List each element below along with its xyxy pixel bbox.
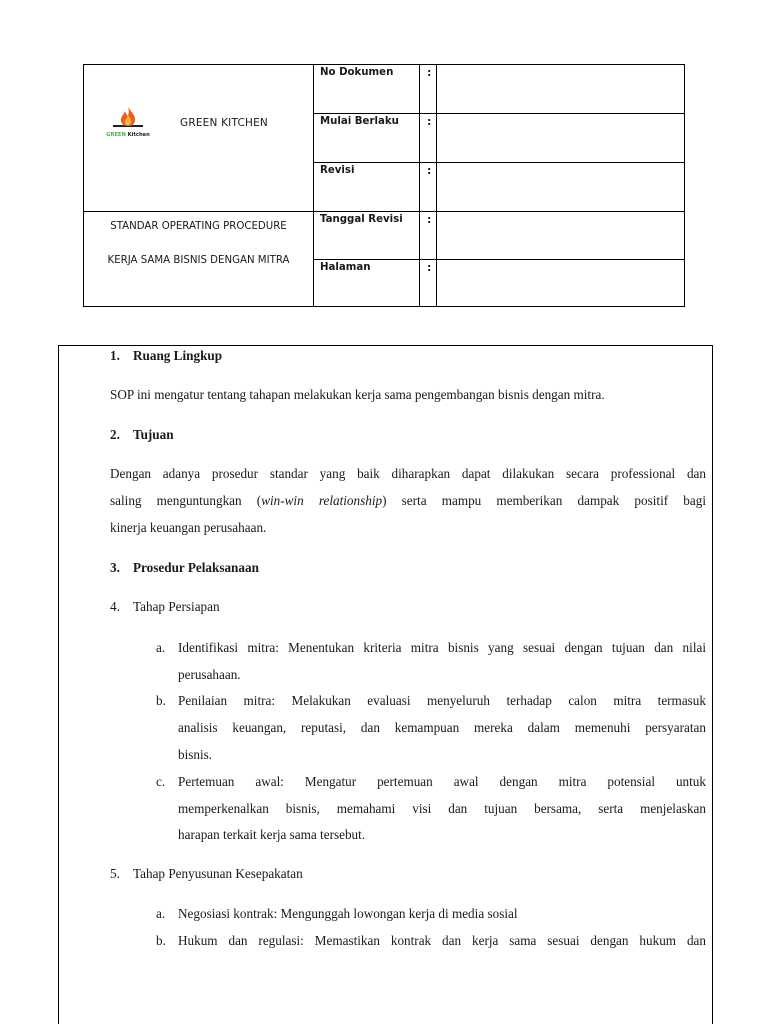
table-divider	[313, 65, 314, 306]
list-letter: a.	[156, 640, 166, 655]
list-letter: c.	[156, 774, 166, 789]
paragraph-tujuan-line: kinerja keuangan perusahaan.	[110, 520, 267, 535]
list-item-line: analisis keuangan, reputasi, dan kemampuan mereka dalam memenuhi persyaratan	[178, 720, 706, 735]
table-divider	[436, 65, 437, 306]
flame-logo-icon	[102, 105, 154, 131]
logo-word-green: GREEN	[106, 132, 126, 138]
field-separator: :	[427, 66, 432, 79]
logo-cell	[84, 65, 313, 211]
list-item-line: memperkenalkan bisnis, memahami visi dan tujuan bersama, serta menjelaskan	[178, 801, 706, 816]
section-title-penyusunan: Tahap Penyusunan Kesepakatan	[133, 866, 303, 881]
list-letter: a.	[156, 906, 166, 921]
field-separator: :	[427, 213, 432, 226]
field-label-no-dokumen: No Dokumen	[320, 67, 394, 78]
field-separator: :	[427, 164, 432, 177]
field-separator: :	[427, 115, 432, 128]
text-run: ) serta mampu memberikan dampak positif bagi	[382, 493, 706, 508]
section-number: 2.	[110, 427, 120, 442]
field-separator: :	[427, 261, 432, 274]
table-divider	[313, 162, 684, 163]
list-letter: b.	[156, 933, 166, 948]
section-title-ruang-lingkup: Ruang Lingkup	[133, 348, 223, 363]
logo-wordmark	[102, 132, 154, 138]
list-item-line: bisnis.	[178, 747, 213, 762]
field-label-mulai-berlaku: Mulai Berlaku	[320, 116, 399, 127]
list-item-line: perusahaan.	[178, 667, 241, 682]
sop-title-line2: KERJA SAMA BISNIS DENGAN MITRA	[107, 255, 290, 266]
list-item-line: Penilaian mitra: Melakukan evaluasi menyeluruh terhadap calon mitra termasuk	[178, 693, 706, 708]
section-number: 4.	[110, 599, 120, 614]
table-divider	[84, 211, 684, 212]
field-label-tanggal-revisi: Tanggal Revisi	[320, 214, 403, 225]
list-item-line: Negosiasi kontrak: Mengunggah lowongan kerja di media sosial	[178, 906, 518, 921]
section-title-prosedur: Prosedur Pelaksanaan	[133, 560, 259, 575]
paragraph-ruang-lingkup: SOP ini mengatur tentang tahapan melakukan kerja sama pengembangan bisnis dengan mitra.	[110, 387, 605, 402]
sop-title-line1: STANDAR OPERATING PROCEDURE	[110, 221, 287, 232]
section-title-tujuan: Tujuan	[133, 427, 174, 442]
section-number: 1.	[110, 348, 120, 363]
field-label-halaman: Halaman	[320, 262, 371, 273]
list-letter: b.	[156, 693, 166, 708]
sop-content-box	[58, 345, 713, 1024]
text-run: saling menguntungkan (	[110, 493, 262, 508]
company-logo	[102, 105, 154, 139]
list-item-line: Pertemuan awal: Mengatur pertemuan awal dengan mitra potensial untuk	[178, 774, 706, 789]
italic-term: win-win relationship	[261, 493, 383, 508]
paragraph-tujuan-line	[110, 488, 706, 515]
section-number: 3.	[110, 560, 120, 575]
table-divider	[313, 259, 684, 260]
table-divider	[313, 113, 684, 114]
section-number: 5.	[110, 866, 120, 881]
list-item-line: Identifikasi mitra: Menentukan kriteria mitra bisnis yang sesuai dengan tujuan dan nilai	[178, 640, 706, 655]
document-header-table	[83, 64, 685, 307]
list-item-line: harapan terkait kerja sama tersebut.	[178, 827, 366, 842]
section-title-tahap-persiapan: Tahap Persiapan	[133, 599, 220, 614]
table-divider	[419, 65, 420, 306]
logo-word-kitchen: Kitchen	[127, 132, 150, 138]
company-name: GREEN KITCHEN	[180, 117, 268, 129]
list-item-line: Hukum dan regulasi: Memastikan kontrak dan kerja sama sesuai dengan hukum dan	[178, 933, 706, 948]
paragraph-tujuan-line: Dengan adanya prosedur standar yang baik diharapkan dapat dilakukan secara professional dan	[110, 466, 706, 481]
field-label-revisi: Revisi	[320, 165, 355, 176]
